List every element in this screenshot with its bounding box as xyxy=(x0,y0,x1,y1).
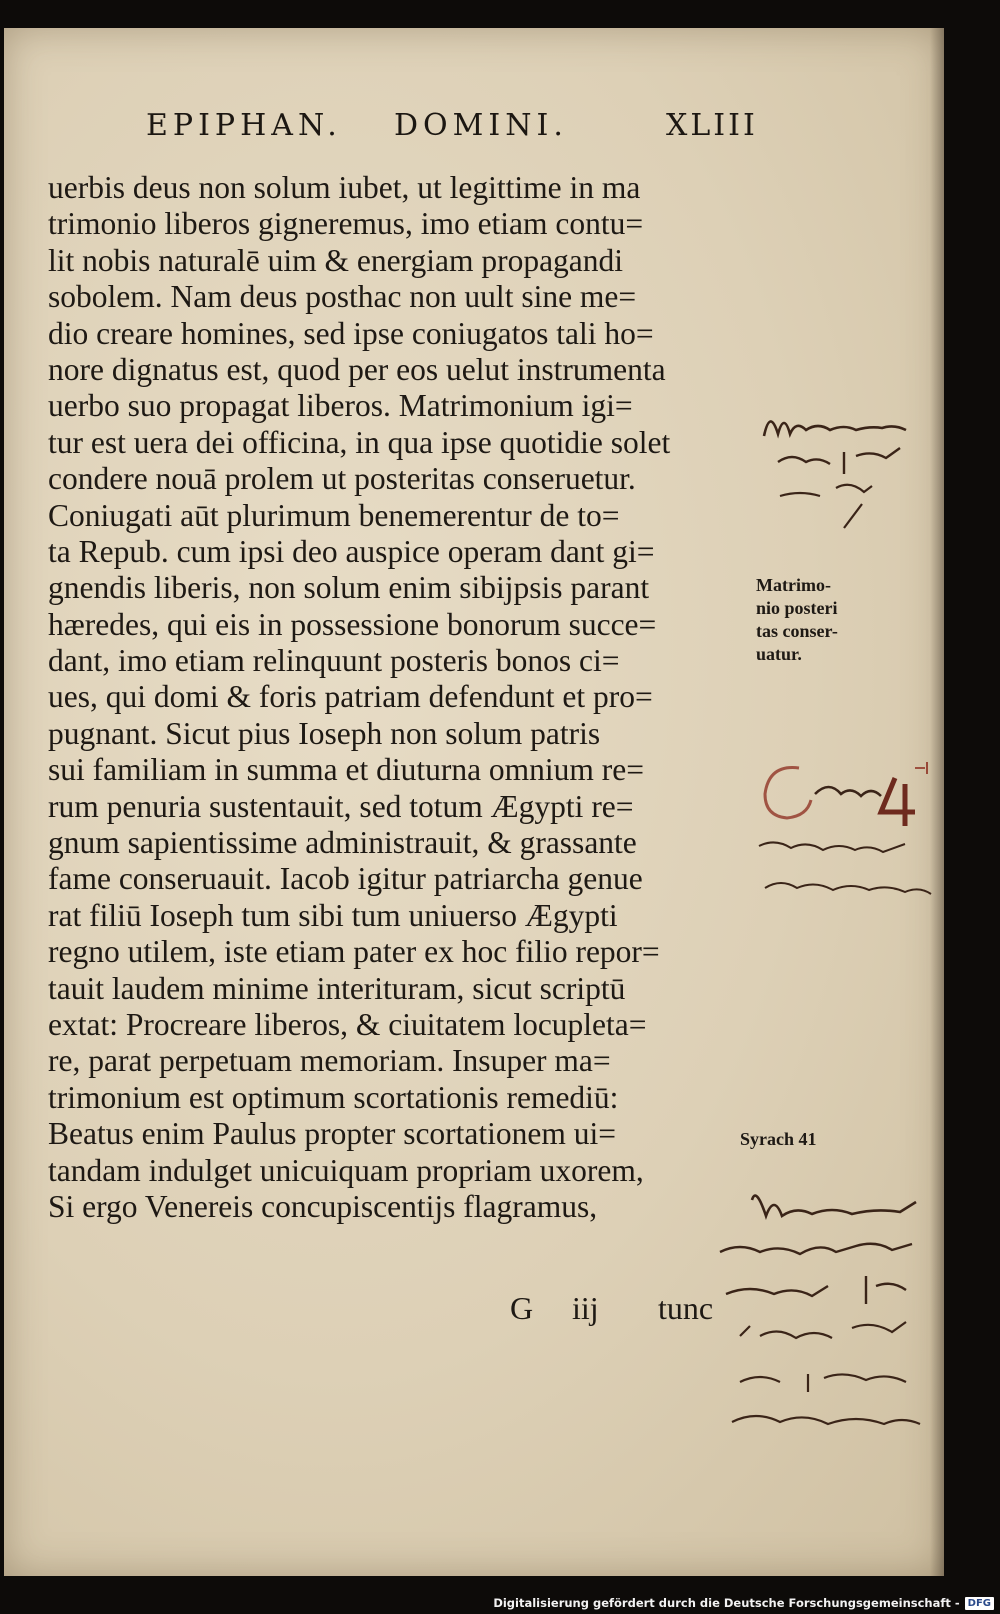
printed-marginal-reference xyxy=(740,1128,817,1151)
text-line: re, parat perpetuam memoriam. Insuper ma= xyxy=(48,1043,611,1079)
text-line: nore dignatus est, quod per eos uelut instrumenta xyxy=(48,351,666,387)
text-line: uerbo suo propagat liberos. Matrimonium igi= xyxy=(48,388,633,424)
signature-number: iij xyxy=(572,1290,599,1326)
credit-text: Digitalisierung gefördert durch die Deutsche Forschungsgemeinschaft - xyxy=(493,1596,960,1610)
text-line: pugnant. Sicut pius Ioseph non solum patris xyxy=(48,715,601,751)
text-line: uerbis deus non solum iubet, ut legittime in ma xyxy=(48,170,641,205)
handwritten-annotation xyxy=(760,400,940,530)
text-line: condere nouā prolem ut posteritas conseruetur. xyxy=(48,461,636,497)
text-line: hæredes, qui eis in possessione bonorum succe= xyxy=(48,606,657,642)
text-line: ta Repub. cum ipsi deo auspice operam dant gi= xyxy=(48,533,655,569)
handwritten-annotation-red xyxy=(755,760,940,910)
text-line: sui familiam in summa et diuturna omnium re= xyxy=(48,752,645,788)
note-line: Matrimo- xyxy=(756,575,831,595)
text-line: extat: Procreare liberos, & ciuitatem locupleta= xyxy=(48,1006,647,1042)
text-line: trimonium est optimum scortationis remediū: xyxy=(48,1079,619,1115)
folio-number: XLIII xyxy=(666,108,758,143)
text-line: trimonio liberos gigneremus, imo etiam contu= xyxy=(48,206,644,242)
header-left: EPIPHAN. xyxy=(146,108,342,143)
text-line: ues, qui domi & foris patriam defendunt et pro= xyxy=(48,679,653,715)
text-line: gnum sapientissime administrauit, & grassante xyxy=(48,825,637,861)
main-text-block xyxy=(48,170,748,1225)
running-header xyxy=(146,108,786,158)
text-line: fame conseruauit. Iacob igitur patriarcha genue xyxy=(48,861,643,897)
text-line: tauit laudem minime interituram, sicut scriptū xyxy=(48,970,626,1006)
handwritten-annotation xyxy=(716,1186,940,1446)
text-line: tandam indulget unicuiquam propriam uxorem, xyxy=(48,1152,644,1188)
text-line: gnendis liberis, non solum enim sibijpsis parant xyxy=(48,570,650,606)
signature-mark: G xyxy=(510,1290,534,1326)
text-line: regno utilem, iste etiam pater ex hoc filio repor= xyxy=(48,934,660,970)
note-line: uatur. xyxy=(756,644,802,664)
text-line: Beatus enim Paulus propter scortationem ui= xyxy=(48,1116,617,1152)
text-line: tur est uera dei officina, in qua ipse quotidie solet xyxy=(48,424,671,460)
note-line: nio posteri xyxy=(756,598,838,618)
dfg-logo: DFG xyxy=(965,1597,994,1610)
text-line: Coniugati aūt plurimum benemerentur de to= xyxy=(48,497,620,533)
note-line: Syrach 41 xyxy=(740,1129,817,1149)
text-line: dant, imo etiam relinquunt posteris bonos ci= xyxy=(48,643,620,679)
header-middle: DOMINI. xyxy=(394,108,568,143)
text-line: rum penuria sustentauit, sed totum Ægypti re= xyxy=(48,788,634,824)
text-line: sobolem. Nam deus posthac non uult sine me= xyxy=(48,279,637,315)
catchword: tunc xyxy=(658,1290,714,1326)
printed-marginal-note xyxy=(756,574,838,666)
text-line: Si ergo Venereis concupiscentijs flagramus, xyxy=(48,1188,598,1224)
text-line: dio creare homines, sed ipse coniugatos tali ho= xyxy=(48,315,654,351)
text-line: lit nobis naturalē uim & energiam propagandi xyxy=(48,242,624,278)
text-line: rat filiū Ioseph tum sibi tum uniuerso Ægypti xyxy=(48,897,618,933)
signature-line xyxy=(490,1290,750,1330)
digitization-credit xyxy=(493,1594,994,1612)
note-line: tas conser- xyxy=(756,621,838,641)
